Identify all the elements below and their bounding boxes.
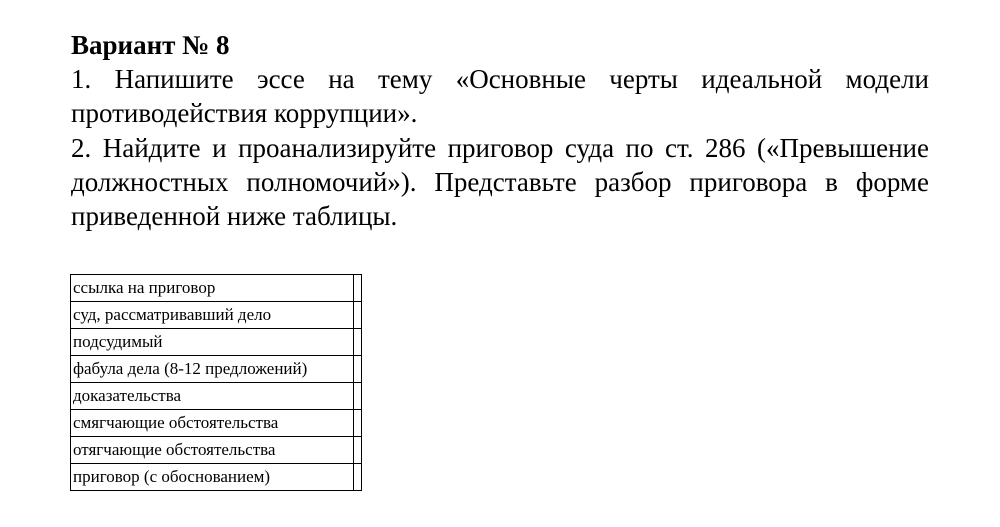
row-label-case-plot: фабула дела (8-12 предложений) <box>71 356 354 383</box>
table-row <box>71 275 362 302</box>
row-value-mitigating <box>354 410 362 437</box>
verdict-analysis-table <box>70 274 362 491</box>
table-row <box>71 302 362 329</box>
task-1-text: 1. Напишите эссе на тему «Основные черты идеальной модели противодействия коррупции». <box>71 64 929 128</box>
table-row <box>71 437 362 464</box>
row-value-defendant <box>354 329 362 356</box>
table-row <box>71 356 362 383</box>
table-row <box>71 383 362 410</box>
row-label-aggravating: отягчающие обстоятельства <box>71 437 354 464</box>
row-value-court <box>354 302 362 329</box>
row-value-evidence <box>354 383 362 410</box>
row-label-mitigating: смягчающие обстоятельства <box>71 410 354 437</box>
table-row <box>71 410 362 437</box>
row-label-defendant: подсудимый <box>71 329 354 356</box>
row-value-verdict-link <box>354 275 362 302</box>
row-value-case-plot <box>354 356 362 383</box>
row-label-verdict: приговор (с обоснованием) <box>71 464 354 491</box>
row-label-evidence: доказательства <box>71 383 354 410</box>
task-2-text: 2. Найдите и проанализируйте приговор суда по ст. 286 («Превышение должностных полномочий»). Представьте разбор приговора в форме приведенной ниже таблицы. <box>71 133 929 231</box>
table-row <box>71 329 362 356</box>
row-label-verdict-link: ссылка на приговор <box>71 275 354 302</box>
assignment-text <box>71 28 929 233</box>
row-label-court: суд, рассматривавший дело <box>71 302 354 329</box>
variant-title: Вариант № 8 <box>71 30 230 60</box>
table-row <box>71 464 362 491</box>
row-value-verdict <box>354 464 362 491</box>
row-value-aggravating <box>354 437 362 464</box>
